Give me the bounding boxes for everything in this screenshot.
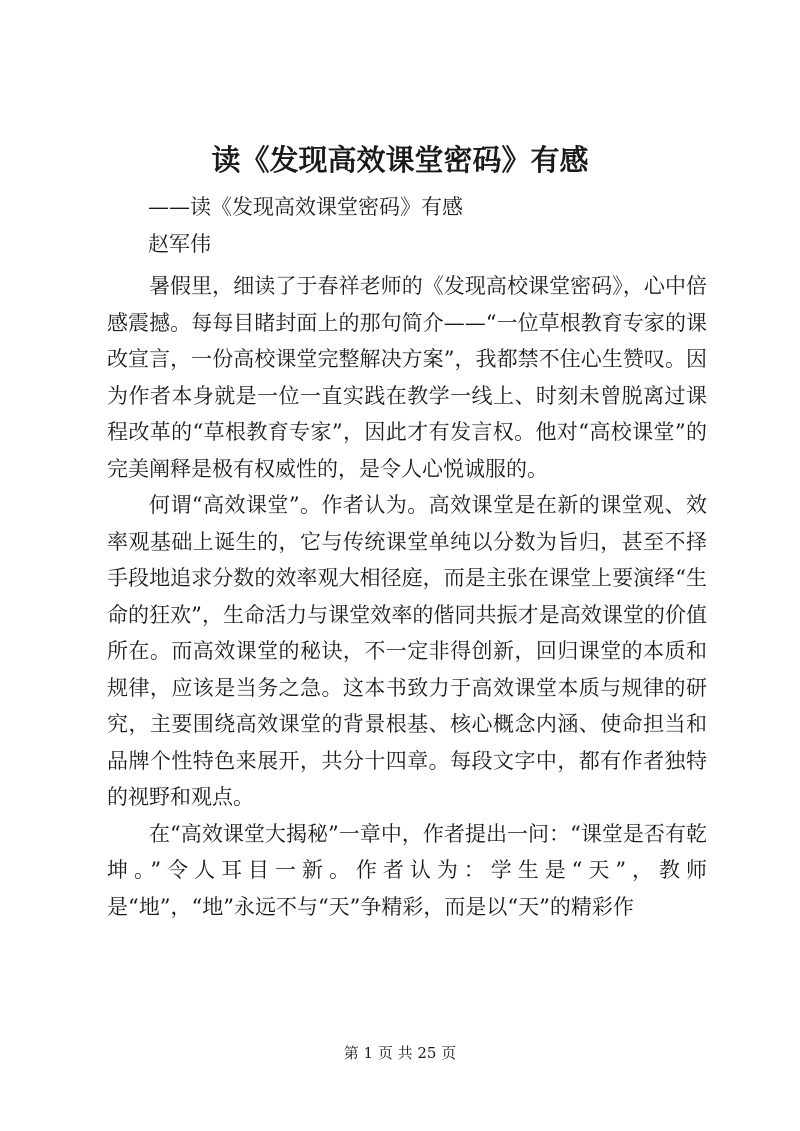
page-indicator: 第 1 页 共 25 页	[343, 1044, 457, 1062]
document-body	[107, 268, 707, 925]
author-name: 赵军伟	[148, 232, 211, 256]
body-paragraph: 何谓“高效课堂”。作者认为。高效课堂是在新的课堂观、效率观基础上诞生的，它与传统课堂单纯以分数为旨归，甚至不择手段地追求分数的效率观大相径庭，而是主张在课堂上要演绎“生命的狂欢”，生命活力与课堂效率的偕同共振才是高效课堂的价值所在。而高效课堂的秘诀，不一定非得创新，回归课堂的本质和规律，应该是当务之急。这本书致力于高效课堂本质与规律的研究，主要围绕高效课堂的背景根基、核心概念内涵、使命担当和品牌个性特色来展开，共分十四章。每段文字中，都有作者独特的视野和观点。	[107, 493, 707, 809]
body-paragraph: 暑假里，细读了于春祥老师的《发现高校课堂密码》，心中倍感震撼。每每目睹封面上的那句简介——“一位草根教育专家的课改宣言，一份高校课堂完整解决方案”，我都禁不住心生赞叹。因为作者本身就是一位一直实践在教学一线上、时刻未曾脱离过课程改革的“草根教育专家”，因此才有发言权。他对“高校课堂”的完美阐释是极有权威性的，是令人心悦诚服的。	[107, 274, 707, 481]
document-title: 读《发现高效课堂密码》有感	[211, 143, 589, 177]
body-paragraph: 在“高效课堂大揭秘”一章中，作者提出一问：“课堂是否有乾坤。”令人耳目一新。作者认为：学生是“天”，教师是“地”，“地”永远不与“天”争精彩，而是以“天”的精彩作	[107, 821, 707, 919]
document-subtitle: ——读《发现高效课堂密码》有感	[148, 195, 463, 219]
